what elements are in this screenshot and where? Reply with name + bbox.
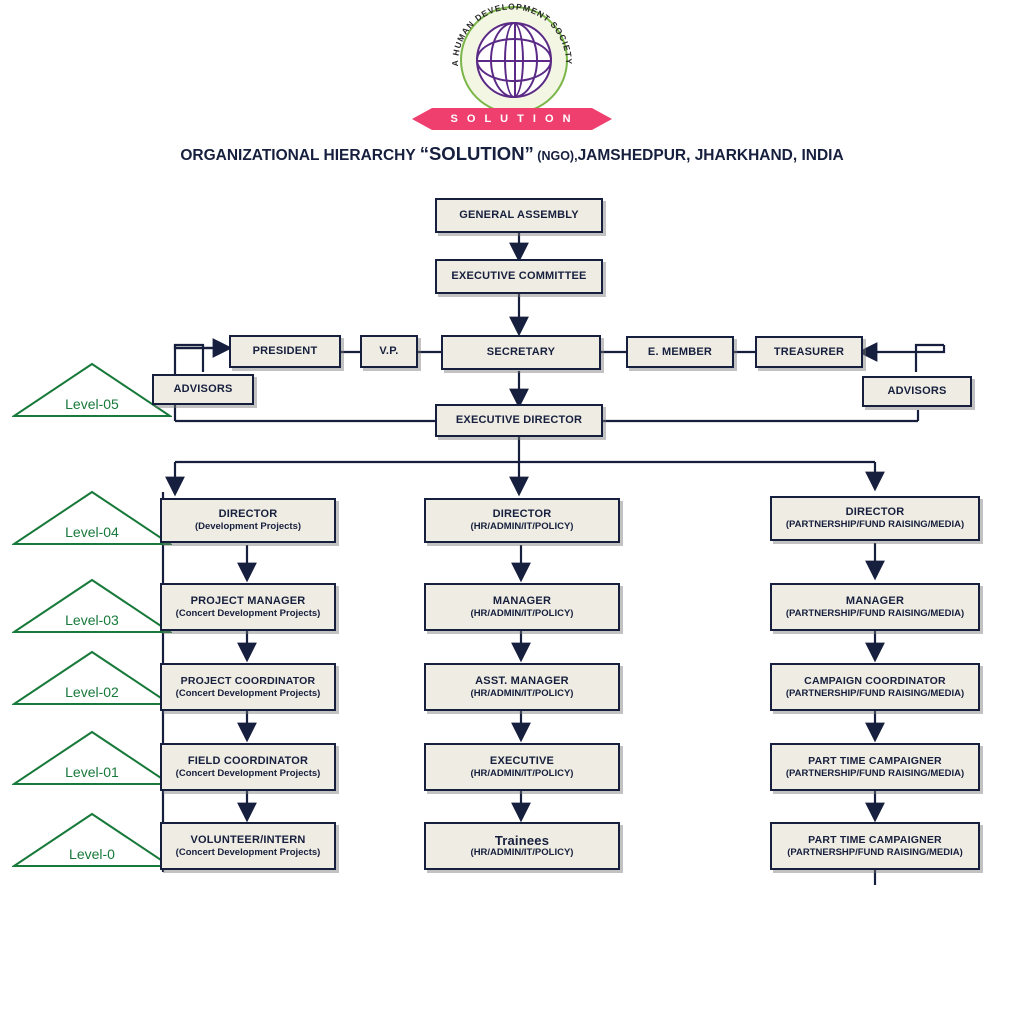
node-sublabel: (HR/ADMIN/IT/POLICY) <box>470 607 574 619</box>
node-label: SECRETARY <box>486 346 556 358</box>
node-vice-president[interactable] <box>360 335 418 368</box>
node-sublabel: (Concert Development Projects) <box>175 607 321 619</box>
node-sublabel: (HR/ADMIN/IT/POLICY) <box>470 767 574 779</box>
level-label: Level-02 <box>65 684 119 700</box>
node-campaign-coordinator[interactable] <box>770 663 980 711</box>
node-sublabel: (PARTNERSHIP/FUND RAISING/MEDIA) <box>785 607 965 619</box>
node-part-time-campaigner-2[interactable] <box>770 822 980 870</box>
node-label: PART TIME CAMPAIGNER <box>808 754 942 767</box>
level-label: Level-0 <box>69 846 115 862</box>
logo-ribbon-label: S O L U T I O N <box>450 113 574 125</box>
node-sublabel: (PARTNERSHIP/FUND RAISING/MEDIA) <box>785 767 965 779</box>
node-label: MANAGER <box>845 594 905 607</box>
node-sublabel: (Development Projects) <box>194 521 302 532</box>
node-label: EXECUTIVE DIRECTOR <box>455 414 583 426</box>
level-label: Level-05 <box>65 396 119 412</box>
node-sublabel: (HR/ADMIN/IT/POLICY) <box>470 521 574 532</box>
title-part-4: JAMSHEDPUR, JHARKHAND, INDIA <box>577 147 844 164</box>
globe-icon <box>476 22 552 98</box>
level-marker-0 <box>12 812 172 868</box>
node-sublabel: (Concert Development Projects) <box>175 687 321 699</box>
node-executive-committee[interactable] <box>435 259 603 294</box>
page-title <box>0 143 1024 165</box>
organization-logo <box>432 1 592 134</box>
node-label: DIRECTOR <box>845 506 905 518</box>
node-label: VOLUNTEER/INTERN <box>190 833 306 846</box>
title-part-3: (NGO), <box>533 149 578 163</box>
level-label: Level-04 <box>65 524 119 540</box>
node-label: DIRECTOR <box>492 508 552 520</box>
node-president[interactable] <box>229 335 341 368</box>
logo-ribbon <box>412 104 612 134</box>
node-label: ADVISORS <box>173 383 233 395</box>
node-sublabel: (PARTNERSHIP/FUND RAISING/MEDIA) <box>785 519 965 530</box>
node-manager-partnership[interactable] <box>770 583 980 631</box>
node-part-time-campaigner-1[interactable] <box>770 743 980 791</box>
node-sublabel: (PARTNERSHIP/FUND RAISING/MEDIA) <box>785 687 965 699</box>
node-label: FIELD COORDINATOR <box>187 754 309 767</box>
node-executive-hr[interactable] <box>424 743 620 791</box>
node-label: V.P. <box>379 345 399 357</box>
node-label: E. MEMBER <box>647 345 713 358</box>
node-volunteer-intern[interactable] <box>160 822 336 870</box>
logo-arc-label: A HUMAN DEVELOPMENT SOCIETY <box>449 1 575 67</box>
node-sublabel: (Concert Development Projects) <box>175 846 321 858</box>
node-label: PART TIME CAMPAIGNER <box>808 833 942 846</box>
node-label: GENERAL ASSEMBLY <box>459 209 579 221</box>
node-label: MANAGER <box>492 594 552 607</box>
node-label: DIRECTOR <box>218 508 278 520</box>
node-project-coordinator[interactable] <box>160 663 336 711</box>
node-label: PROJECT MANAGER <box>190 594 306 607</box>
node-trainees[interactable] <box>424 822 620 870</box>
node-label: EXECUTIVE COMMITTEE <box>451 270 587 282</box>
node-label: ADVISORS <box>887 385 947 397</box>
node-label: CAMPAIGN COORDINATOR <box>804 674 946 687</box>
node-label: PROJECT COORDINATOR <box>180 674 316 687</box>
level-label: Level-03 <box>65 612 119 628</box>
node-sublabel: (Concert Development Projects) <box>175 767 321 779</box>
node-secretary[interactable] <box>441 335 601 370</box>
level-marker-05 <box>12 362 172 418</box>
node-director-hr[interactable] <box>424 498 620 543</box>
node-sublabel: (PARTNERSHP/FUND RAISING/MEDIA) <box>787 846 963 858</box>
level-marker-03 <box>12 578 172 634</box>
node-director-development[interactable] <box>160 498 336 543</box>
node-label: PRESIDENT <box>252 345 318 357</box>
node-manager-hr[interactable] <box>424 583 620 631</box>
level-marker-02 <box>12 650 172 706</box>
level-marker-01 <box>12 730 172 786</box>
title-part-1: ORGANIZATIONAL HIERARCHY <box>180 147 420 164</box>
node-asst-manager[interactable] <box>424 663 620 711</box>
level-marker-04 <box>12 490 172 546</box>
node-executive-director[interactable] <box>435 404 603 437</box>
node-field-coordinator[interactable] <box>160 743 336 791</box>
node-director-partnership[interactable] <box>770 496 980 541</box>
title-part-2: “SOLUTION” <box>419 143 534 164</box>
level-label: Level-01 <box>65 764 119 780</box>
node-advisors-right[interactable] <box>862 376 972 407</box>
node-label: TREASURER <box>773 345 845 358</box>
node-label: Trainees <box>494 832 550 848</box>
node-executive-member[interactable] <box>626 336 734 368</box>
node-label: EXECUTIVE <box>489 754 555 767</box>
node-advisors-left[interactable] <box>152 374 254 405</box>
node-sublabel: (HR/ADMIN/IT/POLICY) <box>470 846 574 858</box>
node-project-manager[interactable] <box>160 583 336 631</box>
node-label: ASST. MANAGER <box>475 674 569 687</box>
node-sublabel: (HR/ADMIN/IT/POLICY) <box>470 687 574 699</box>
node-treasurer[interactable] <box>755 336 863 368</box>
node-general-assembly[interactable] <box>435 198 603 233</box>
